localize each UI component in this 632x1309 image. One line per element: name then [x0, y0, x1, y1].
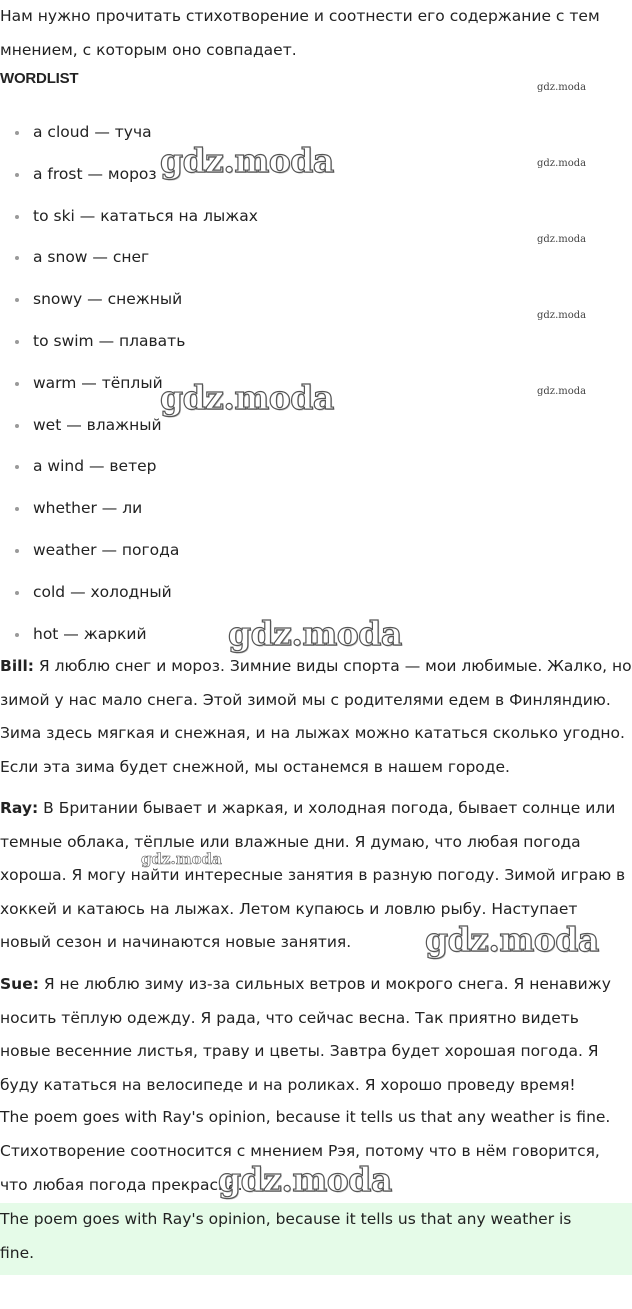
bullet-icon [15, 549, 19, 553]
speaker-name: Sue: [0, 975, 39, 993]
bullet-icon [15, 382, 19, 386]
watermark: gdz.moda [537, 386, 587, 397]
bullet-icon [15, 340, 19, 344]
bullet-icon [15, 256, 19, 260]
list-item: a wind — ветер [0, 446, 500, 488]
watermark: gdz.moda [537, 158, 587, 169]
intro-text: Нам нужно прочитать стихотворение и соотнести его содержание с тем мнением, с которым оно совпадает. [0, 7, 600, 59]
bullet-icon [15, 215, 19, 219]
list-item: a snow — снег [0, 237, 500, 279]
list-item: weather — погода [0, 530, 500, 572]
watermark: gdz.moda [537, 234, 587, 245]
opinion-text: Я люблю снег и мороз. Зимние виды спорта — мои любимые. Жалко, но зимой у нас мало снега. Этой зимой мы с родителями едем в Финляндию. Зима здесь мягкая и снежная, и на лыжах можно кататься сколько угодно. Если эта зима будет снежной, мы останемся в нашем городе. [0, 657, 632, 776]
bullet-icon [15, 591, 19, 595]
bullet-icon [15, 465, 19, 469]
opinion-ray [0, 792, 632, 960]
list-item: wet — влажный [0, 405, 500, 447]
answer-highlight-box [0, 1203, 632, 1275]
answer-highlight-text: The poem goes with Ray's opinion, because it tells us that any weather is fine. [0, 1210, 572, 1262]
watermark: gdz.moda [160, 141, 334, 180]
wordlist-heading: WORDLIST [0, 70, 79, 87]
opinion-bill [0, 650, 632, 784]
watermark: gdz.moda [425, 920, 599, 959]
list-item: a frost — мороз [0, 154, 500, 196]
bullet-icon [15, 173, 19, 177]
opinion-text: В Британии бывает и жаркая, и холодная погода, бывает солнце или темные облака, тёплые или влажные дни. Я думаю, что любая погода хороша. Я могу найти интересные занятия в разную погоду. Зимой играю в хоккей и катаюсь на лыжах. Летом купаюсь и ловлю рыбу. Наступает новый сезон и начинаются новые занятия. [0, 799, 626, 951]
watermark: gdz.moda [228, 614, 402, 653]
watermark: gdz.moda [537, 82, 587, 93]
opinion-sue [0, 968, 632, 1102]
list-item: hot — жаркий [0, 614, 500, 656]
watermark: gdz.moda [218, 1160, 392, 1199]
wordlist [0, 112, 500, 655]
opinion-text: Я не люблю зиму из-за сильных ветров и мокрого снега. Я ненавижу носить тёплую одежду. Я рада, что сейчас весна. Так приятно видеть новые весенние листья, траву и цветы. Завтра будет хорошая погода. Я буду кататься на велосипеде и на роликах. Я хорошо проведу время! [0, 975, 611, 1094]
speaker-name: Ray: [0, 799, 39, 817]
bullet-icon [15, 507, 19, 511]
list-item: whether — ли [0, 488, 500, 530]
speaker-name: Bill: [0, 657, 34, 675]
list-item: to ski — кататься на лыжах [0, 196, 500, 238]
list-item: cold — холодный [0, 572, 500, 614]
watermark: gdz.moda [141, 850, 222, 868]
list-item: a cloud — туча [0, 112, 500, 154]
list-item: to swim — плавать [0, 321, 500, 363]
bullet-icon [15, 298, 19, 302]
bullet-icon [15, 424, 19, 428]
list-item: snowy — снежный [0, 279, 500, 321]
answer-russian: Стихотворение соотносится с мнением Рэя, потому что в нём говорится, что любая погода прекрасна. [0, 1142, 600, 1194]
watermark: gdz.moda [537, 310, 587, 321]
answer-english: The poem goes with Ray's opinion, because it tells us that any weather is fine. [0, 1108, 611, 1126]
bullet-icon [15, 131, 19, 135]
bullet-icon [15, 633, 19, 637]
list-item: warm — тёплый [0, 363, 500, 405]
watermark: gdz.moda [160, 378, 334, 417]
